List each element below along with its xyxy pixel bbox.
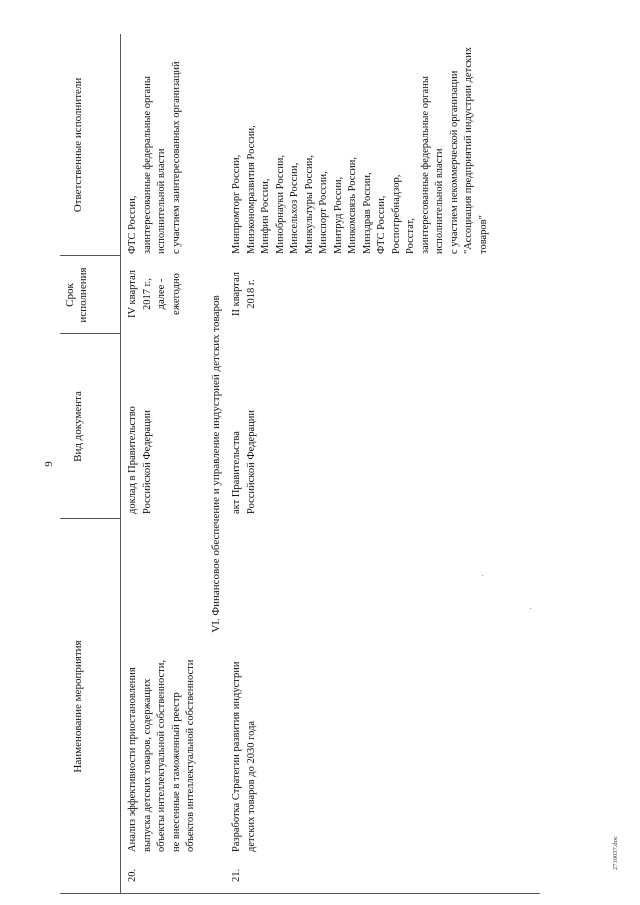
row-21-deadline: II квартал 2018 г. <box>231 271 257 317</box>
row-20-deadline: IV квартал 2017 г., далее - ежегодно <box>127 270 182 318</box>
table-border-left <box>60 893 540 894</box>
rotated-table <box>60 34 540 894</box>
header-name: Наименование мероприятия <box>72 640 84 773</box>
row-20-number: 20. <box>127 868 138 882</box>
scan-artifact <box>482 575 483 576</box>
section-title: VI. Финансовое обеспечение и управление индустрией детских товаров <box>210 295 222 633</box>
row-21-name: Разработка Стратегии развития индустрии детских товаров до 2030 года <box>231 661 257 852</box>
header-deadline: Срок исполнения <box>64 267 89 323</box>
row-21-doc-type: акт Правительства Российской Федерации <box>231 410 257 514</box>
column-divider <box>60 518 120 519</box>
row-20-executors: ФТС России, заинтересованные федеральные органы исполнительной власти с участием заинтересованных организаций <box>127 61 182 254</box>
row-20-doc-type: доклад в Правительство Российской Федерации <box>127 406 153 514</box>
page-number: 9 <box>42 461 55 467</box>
header-executors: Ответственные исполнители <box>72 77 84 213</box>
row-21-executors: Минпромторг России, Минэкономразвития России, Минфин России, Минобрнауки России, Минсельхоз России, Минкультуры России, Минспорт России, Минтруд России, Минкомсвязь России, Минздрав России, ФТС России, Роспотребнадзор, Росстат, заинтересованные федеральные органы исполнительной власти с участием некоммерческой организации "Ассоциация предприятий индустрии детских товаров" <box>231 47 489 254</box>
row-20-name: Анализ эффективности приостановления выпуска детских товаров, содержащих объекты интеллектуальной собственности, не внесенные в таможенный реестр объектов интеллектуальной собственности <box>127 659 196 852</box>
file-code: 2710037.doc <box>612 836 619 870</box>
header-doc-type: Вид документа <box>72 391 84 462</box>
scan-artifact <box>530 608 531 609</box>
row-21-number: 21. <box>231 868 242 882</box>
header-rule <box>120 34 121 894</box>
